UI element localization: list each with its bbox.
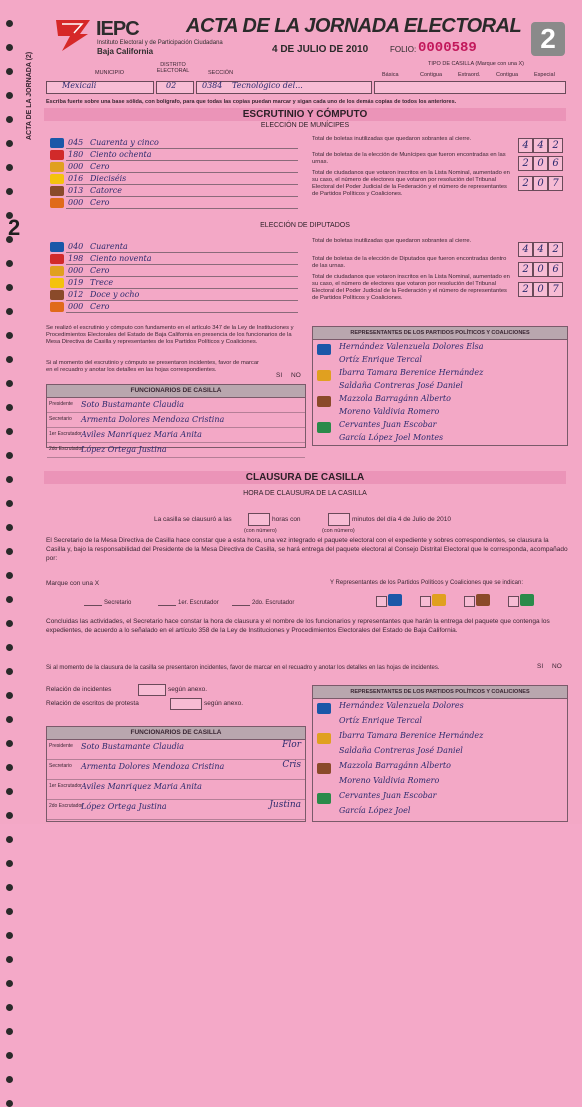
total-digit[interactable]: 0 (533, 262, 548, 277)
reps-label: Y Representantes de los Partidos Políticos y Coaliciones que se indican: (330, 580, 523, 586)
perforation-holes (4, 20, 14, 820)
party-row (50, 266, 298, 277)
perforation-hole-icon (6, 1052, 13, 1059)
representantes-table-2 (312, 685, 568, 822)
perforation-hole-icon (6, 44, 13, 51)
party-checkbox[interactable] (376, 596, 387, 607)
party-votes-letters: Catorce (90, 186, 122, 195)
perforation-hole-icon (6, 596, 13, 603)
perforation-hole-icon (6, 692, 13, 699)
rel-incidentes-field[interactable] (138, 684, 166, 696)
perforation-hole-icon (6, 20, 13, 27)
funcionario-row (47, 413, 305, 428)
party-votes-letters: Cuarenta y cinco (90, 138, 159, 147)
perforation-hole-icon (6, 260, 13, 267)
party-row-line (66, 276, 298, 277)
party-logo-icon (317, 733, 331, 744)
distrito-label: DISTRITO ELECTORAL (156, 62, 190, 74)
document-title: ACTA DE LA JORNADA ELECTORAL (186, 15, 522, 37)
perforation-hole-icon (6, 620, 13, 627)
party-logo-icon (50, 290, 64, 300)
funcionario-signature: Justina (269, 800, 301, 810)
representante-name: Ortíz Enrique Tercal (339, 355, 422, 364)
party-votes-number: 045 (68, 138, 84, 147)
total-digits (518, 176, 563, 191)
funcionario-row (47, 443, 305, 458)
party-votes-letters: Cero (90, 302, 110, 311)
perforation-hole-icon (6, 932, 13, 939)
party-logo-icon (50, 162, 64, 172)
party-logo-icon (50, 278, 64, 288)
party-checkbox[interactable] (420, 596, 431, 607)
party-row (50, 162, 298, 173)
clausura-si: SI (537, 663, 544, 670)
opt-label: Secretario (104, 600, 132, 606)
party-logo-icon (317, 793, 331, 804)
clausura-line-a: La casilla se clausuró a las (154, 516, 232, 523)
funcionario-name: Armenta Dolores Mendoza Cristina (81, 762, 225, 771)
party-row-line (66, 148, 298, 149)
funcionario-name: Armenta Dolores Mendoza Cristina (81, 415, 225, 424)
dip-q4: Total de boletas inutilizadas que quedaron sobrantes al cierre. (312, 238, 472, 244)
funcionarios-table (46, 384, 306, 454)
party-checkbox[interactable] (464, 596, 475, 607)
party-row (50, 198, 298, 209)
tipo-casilla-field[interactable] (374, 81, 566, 94)
perforation-hole-icon (6, 716, 13, 723)
org-state: Baja California (97, 47, 154, 56)
hours-sub-label: (con número) (244, 528, 277, 534)
clausura-para3: Si al momento de la clausura de la casilla se presentaron incidentes, favor de marcar en el recuadro y anotar los detalles en las hojas de incidentes. (46, 665, 440, 671)
party-logo-icon (317, 763, 331, 774)
funcionarios-table-2 (46, 726, 306, 822)
funcionario-row (47, 760, 305, 780)
party-logo-icon (317, 344, 331, 355)
party-votes-number: 000 (68, 266, 84, 275)
party-votes-letters: Cero (90, 162, 110, 171)
perforation-hole-icon (6, 284, 13, 291)
party-logo-icon (317, 396, 331, 407)
funcionario-name: López Ortega Justina (81, 802, 167, 811)
perforation-hole-icon (6, 500, 13, 507)
party-votes-letters: Trece (90, 278, 114, 287)
party-votes-letters: Doce y ocho (90, 290, 140, 299)
total-digits (518, 282, 563, 297)
perforation-hole-icon (6, 188, 13, 195)
iepc-logo-icon (52, 18, 94, 52)
munis-q1: Total de boletas inutilizadas que quedaron sobrantes al cierre. (312, 136, 472, 142)
clausura-minutes-field[interactable] (328, 513, 350, 526)
total-digit[interactable]: 0 (533, 176, 548, 191)
tipo-casilla-option: Contigua (420, 72, 443, 78)
party-logo-icon (50, 138, 64, 148)
party-row (50, 278, 298, 289)
side-number: 2 (8, 215, 21, 240)
funcionario-cargo: Secretario (49, 416, 72, 422)
perforation-hole-icon (6, 788, 13, 795)
total-digit[interactable]: 4 (533, 138, 548, 153)
representante-name: Cervantes Juan Escobar (339, 791, 437, 800)
perforation-hole-icon (6, 164, 13, 171)
party-logo-icon (50, 186, 64, 196)
party-row (50, 290, 298, 301)
party-row-line (66, 184, 298, 185)
funcionario-cargo: Presidente (49, 401, 73, 407)
minutes-sub-label: (con número) (322, 528, 355, 534)
party-votes-letters: Cero (90, 266, 110, 275)
funcionario-row (47, 740, 305, 760)
funcionario-name: Soto Bustamante Claudia (81, 400, 185, 409)
opt-label: 1er. Escrutador (178, 600, 219, 606)
party-votes-letters: Ciento noventa (90, 254, 152, 263)
funcionario-row (47, 428, 305, 443)
total-digit[interactable]: 6 (548, 156, 563, 171)
tipo-casilla-label: TIPO DE CASILLA (Marque con una X) (428, 61, 524, 67)
representante-name: Ibarra Tamara Berenice Hernández (339, 368, 484, 377)
perforation-hole-icon (6, 548, 13, 555)
party-votes-number: 012 (68, 290, 84, 299)
party-logo-icon (520, 594, 534, 606)
tipo-casilla-option: Contigua (496, 72, 519, 78)
party-row-line (66, 252, 298, 253)
representante-name: Ortíz Enrique Tercal (339, 716, 422, 725)
perforation-hole-icon (6, 524, 13, 531)
funcionario-row (47, 398, 305, 413)
opt-line (232, 605, 250, 606)
escrutinio-para2: Si al momento del escrutinio y cómputo se presentaron incidentes, favor de marcar en el recuadro y anotar los detalles en las hojas correspondientes. (46, 360, 259, 373)
perforation-hole-icon (6, 812, 13, 819)
funcionario-signature: Flor (282, 740, 301, 750)
rel-incidentes-label: Relación de incidentes (46, 686, 112, 693)
folio-number: 0000589 (418, 40, 477, 56)
representantes-title-2: REPRESENTANTES DE LOS PARTIDOS POLÍTICOS Y COALICIONES (313, 686, 567, 699)
org-subtitle: Instituto Electoral y de Participación Ciudadana (97, 40, 223, 46)
munis-q2: Total de boletas de la elección de Munícipes que fueron encontradas en las urnas. (312, 152, 506, 165)
funcionario-cargo: 2do Escrutador (49, 446, 83, 452)
total-digits (518, 242, 563, 257)
escrutinio-title: ESCRUTINIO Y CÓMPUTO (44, 108, 566, 121)
party-logo-icon (50, 174, 64, 184)
party-logo-icon (50, 302, 64, 312)
party-row-line (66, 208, 298, 209)
hora-clausura-title: HORA DE CLAUSURA DE LA CASILLA (243, 490, 367, 497)
total-digit[interactable]: 6 (548, 262, 563, 277)
party-row (50, 150, 298, 161)
representante-name: Cervantes Juan Escobar (339, 420, 437, 429)
perforation-hole-icon (6, 68, 13, 75)
party-votes-number: 000 (68, 198, 84, 207)
total-digit[interactable]: 2 (518, 176, 533, 191)
rel-protesta-field[interactable] (170, 698, 202, 710)
perforation-hole-icon (6, 308, 13, 315)
party-checkbox[interactable] (508, 596, 519, 607)
perforation-hole-icon (6, 884, 13, 891)
party-row (50, 254, 298, 265)
perforation-hole-icon (6, 572, 13, 579)
total-digit[interactable]: 2 (518, 262, 533, 277)
total-digit[interactable]: 7 (548, 282, 563, 297)
representante-name: Saldaña Contreras José Daniel (339, 746, 463, 755)
funcionario-row (47, 800, 305, 820)
funcionario-cargo: 1er Escrutador (49, 783, 82, 789)
funcionarios-title-2: FUNCIONARIOS DE CASILLA (47, 727, 305, 740)
total-digit[interactable]: 0 (533, 156, 548, 171)
party-votes-number: 013 (68, 186, 84, 195)
perforation-hole-icon (6, 92, 13, 99)
funcionario-cargo: 1er Escrutador (49, 431, 82, 437)
clausura-line-c: minutos del día 4 de Julio de 2010 (352, 516, 452, 523)
total-digit[interactable]: 0 (533, 282, 548, 297)
funcionario-name: López Ortega Justina (81, 445, 167, 454)
opt-label: 2do. Escrutador (252, 600, 295, 606)
total-digit[interactable]: 4 (518, 138, 533, 153)
representante-name: Moreno Valdivia Romero (339, 776, 440, 785)
dip-q5: Total de boletas de la elección de Diputados que fueron encontradas dentro de las urnas. (312, 256, 507, 269)
party-logo-icon (432, 594, 446, 606)
rel-incidentes-suffix: según anexo. (168, 686, 208, 693)
party-row (50, 138, 298, 149)
municipio-label: MUNICIPIO (95, 70, 125, 76)
perforation-hole-icon (6, 404, 13, 411)
representantes-table (312, 326, 568, 446)
perforation-hole-icon (6, 764, 13, 771)
representante-name: Hernández Valenzuela Dolores Elsa (339, 342, 484, 351)
tipo-casilla-option: Básica (382, 72, 399, 78)
party-logo-icon (50, 242, 64, 252)
funcionario-name: Aviles Manriquez Maria Anita (81, 430, 202, 439)
total-digit[interactable]: 4 (533, 242, 548, 257)
perforation-hole-icon (6, 1004, 13, 1011)
total-digit[interactable]: 7 (548, 176, 563, 191)
perforation-hole-icon (6, 836, 13, 843)
total-digit[interactable]: 2 (518, 156, 533, 171)
party-votes-number: 000 (68, 302, 84, 311)
seccion-label: SECCIÓN (208, 70, 234, 76)
funcionario-cargo: Secretario (49, 763, 72, 769)
party-row-line (66, 300, 298, 301)
party-row (50, 174, 298, 185)
party-votes-letters: Cero (90, 198, 110, 207)
address-value: Tecnológico del... (232, 81, 303, 90)
party-row-line (66, 196, 298, 197)
munis-q3: Total de ciudadanos que votaron inscritos en la Lista Nominal, aumentado en su caso, el número de electores que votaron por resolución del Tribunal Electoral del Poder Judicial de la Federación y el número de representantes de Partidos Políticos y Coaliciones. (312, 170, 510, 197)
perforation-hole-icon (6, 740, 13, 747)
municipio-value: Mexicali (62, 81, 97, 90)
rel-protesta-label: Relación de escritos de protesta (46, 700, 139, 707)
opt-line (158, 605, 176, 606)
perforation-hole-icon (6, 956, 13, 963)
folio-label: FOLIO: (390, 45, 417, 54)
party-row-line (66, 312, 298, 313)
tipo-casilla-option: Especial (534, 72, 555, 78)
incidentes-no: NO (291, 372, 301, 379)
incidentes-si: SI (276, 372, 283, 379)
perforation-hole-icon (6, 380, 13, 387)
tipo-casilla-option: Extraord. (458, 72, 481, 78)
party-votes-letters: Dieciséis (90, 174, 127, 183)
representantes-title: REPRESENTANTES DE LOS PARTIDOS POLÍTICOS Y COALICIONES (313, 327, 567, 340)
clausura-para1: El Secretario de la Mesa Directiva de Casilla hace constar que a esta hora, una vez integrado el paquete electoral con el expediente y sobres correspondientes, se clausura la Casilla y, bajo la responsabilidad del Presidente de la Mesa Directiva de Casilla, se hará entrega del paquete electoral al Consejo Distrital Electoral que le corresponda, acompañado por: (46, 537, 568, 562)
party-row (50, 302, 298, 313)
perforation-hole-icon (6, 116, 13, 123)
total-digit[interactable]: 4 (518, 242, 533, 257)
party-logo-icon (50, 198, 64, 208)
party-votes-number: 198 (68, 254, 84, 263)
party-logo-icon (50, 254, 64, 264)
representante-name: Saldaña Contreras José Daniel (339, 381, 463, 390)
party-votes-number: 019 (68, 278, 84, 287)
perforation-hole-icon (6, 644, 13, 651)
funcionarios-title: FUNCIONARIOS DE CASILLA (47, 385, 305, 398)
representante-name: Hernández Valenzuela Dolores (339, 701, 464, 710)
party-logo-icon (317, 370, 331, 381)
total-digit[interactable]: 2 (518, 282, 533, 297)
perforation-hole-icon (6, 356, 13, 363)
funcionario-signature: Cris (282, 760, 301, 770)
representante-name: Moreno Valdivia Romero (339, 407, 440, 416)
representante-name: Ibarra Tamara Berenice Hernández (339, 731, 484, 740)
opt-line (84, 605, 102, 606)
party-row (50, 242, 298, 253)
perforation-hole-icon (6, 476, 13, 483)
clausura-title: CLAUSURA DE CASILLA (44, 471, 566, 484)
marque-label: Marque con una X (46, 580, 100, 587)
side-label: ACTA DE LA JORNADA (2) (26, 51, 33, 140)
perforation-hole-icon (6, 140, 13, 147)
party-votes-number: 016 (68, 174, 84, 183)
party-votes-letters: Ciento ochenta (90, 150, 152, 159)
perforation-hole-icon (6, 332, 13, 339)
clausura-hours-field[interactable] (248, 513, 270, 526)
party-logo-icon (317, 422, 331, 433)
party-votes-letters: Cuarenta (90, 242, 128, 251)
funcionario-cargo: Presidente (49, 743, 73, 749)
funcionario-cargo: 2do Escrutador (49, 803, 83, 809)
clausura-line-b: horas con (272, 516, 301, 523)
party-votes-number: 000 (68, 162, 84, 171)
perforation-hole-icon (6, 1028, 13, 1035)
party-logo-icon (50, 150, 64, 160)
clausura-no: NO (552, 663, 562, 670)
distrito-value: 02 (166, 81, 177, 90)
representante-name: García López Joel Montes (339, 433, 444, 442)
funcionario-row (47, 780, 305, 800)
munis-title: ELECCIÓN DE MUNÍCIPES (260, 122, 350, 129)
party-row-line (66, 264, 298, 265)
clausura-para2: Concluidas las actividades, el Secretario hace constar la hora de clausura y el nombre de los funcionarios y representantes que harán la entrega del paquete que contenga los expedientes, de acuerdo a lo señalado en el artículo 358 de la Ley de Instituciones y Procedimientos Electorales del Estado de Baja California. (46, 618, 550, 634)
total-digits (518, 138, 563, 153)
perforation-hole-icon (6, 668, 13, 675)
org-name: IEPC (96, 18, 139, 40)
funcionario-name: Aviles Manriquez Maria Anita (81, 782, 202, 791)
party-logo-icon (317, 703, 331, 714)
party-row-line (66, 172, 298, 173)
acta-number-badge: 2 (531, 22, 565, 56)
total-digits (518, 156, 563, 171)
dip-q6: Total de ciudadanos que votaron inscritos en la Lista Nominal, aumentado en su caso, el número de electores que votaron por resolución del Tribunal Electoral del Poder Judicial de la Federación y el número de representantes de Partidos Políticos y Coaliciones. (312, 274, 510, 301)
perforation-hole-icon (6, 980, 13, 987)
seccion-value: 0384 (202, 81, 223, 90)
total-digit[interactable]: 2 (548, 242, 563, 257)
total-digits (518, 262, 563, 277)
perforation-hole-icon (6, 452, 13, 459)
perforation-hole-icon (6, 860, 13, 867)
total-digit[interactable]: 2 (548, 138, 563, 153)
document-date: 4 DE JULIO DE 2010 (272, 44, 369, 55)
party-row-line (66, 288, 298, 289)
escrutinio-para1: Se realizó el escrutinio y cómputo con fundamento en el artículo 347 de la Ley de Instituciones y Procedimientos Electorales del Estado de Baja California en presencia de los funcionarios de la Mesa Directiva de Casilla y representantes de los Partidos Políticos y Coaliciones. (46, 325, 294, 345)
representante-name: Mazzola Barragánn Alberto (339, 761, 451, 770)
funcionario-name: Soto Bustamante Claudia (81, 742, 185, 751)
party-logo-icon (388, 594, 402, 606)
party-logo-icon (476, 594, 490, 606)
perforation-hole-icon (6, 908, 13, 915)
party-row-line (66, 160, 298, 161)
party-logo-icon (50, 266, 64, 276)
instructions: Escriba fuerte sobre una base sólida, con bolígrafo, para que todas las copias puedan marcar y sigan cada uno de los demás copias de todos los anteriores. (46, 99, 457, 105)
perforation-hole-icon (6, 428, 13, 435)
party-votes-number: 040 (68, 242, 84, 251)
party-row (50, 186, 298, 197)
representante-name: García López Joel (339, 806, 411, 815)
rel-protesta-suffix: según anexo. (204, 700, 244, 707)
dip-title: ELECCIÓN DE DIPUTADOS (260, 222, 350, 229)
perforation-hole-icon (6, 1100, 13, 1107)
perforation-hole-icon (6, 1076, 13, 1083)
representante-name: Mazzola Barragánn Alberto (339, 394, 451, 403)
party-votes-number: 180 (68, 150, 84, 159)
